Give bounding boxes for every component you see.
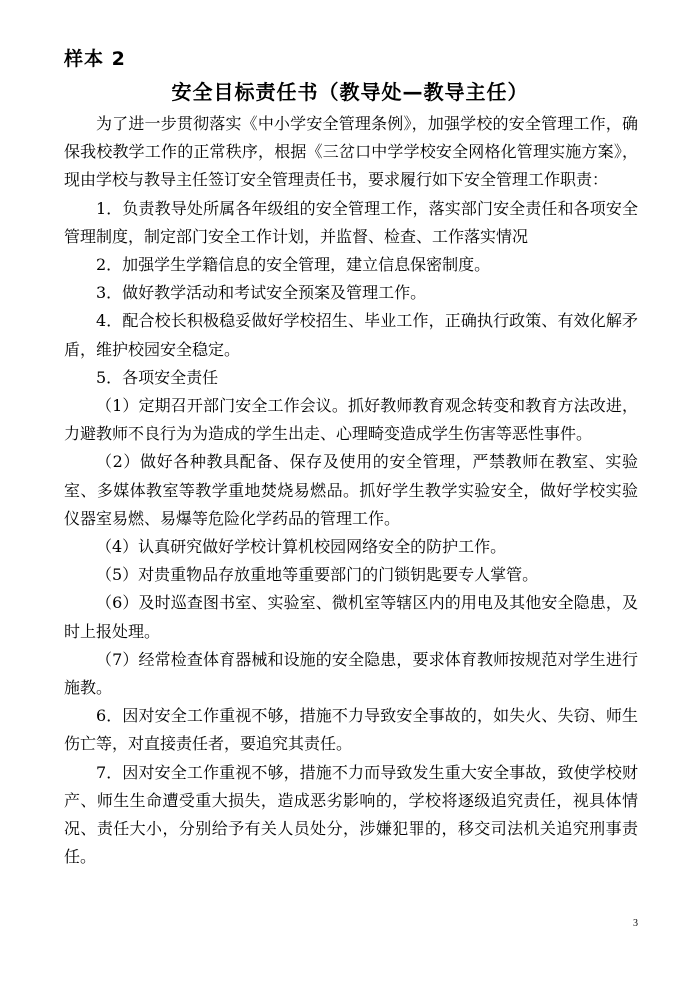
clause-5-item-4: （4）认真研究做好学校计算机校园网络安全的防护工作。 — [96, 537, 507, 557]
clause-4: 4．配合校长积极稳妥做好学校招生、毕业工作，正确执行政策、有效化解矛盾，维护校园安全稳定。 — [64, 311, 638, 359]
clause-6: 6．因对安全工作重视不够，措施不力导致安全事故的，如失火、失窃、师生伤亡等，对直接责任者，要追究其责任。 — [64, 706, 638, 754]
clause-5-item-6: （6）及时巡查图书室、实验室、微机室等辖区内的用电及其他安全隐患，及时上报处理。 — [64, 593, 638, 641]
clause-3: 3．做好教学活动和考试安全预案及管理工作。 — [96, 283, 427, 303]
clause-5-item-7: （7）经常检查体育器械和设施的安全隐患，要求体育教师按规范对学生进行施教。 — [64, 649, 638, 698]
clause-5-heading: 5．各项安全责任 — [96, 367, 219, 387]
clause-5-item-5: （5）对贵重物品存放重地等重要部门的门锁钥匙要专人掌管。 — [96, 565, 539, 585]
document-body — [64, 110, 638, 871]
clause-2: 2．加强学生学籍信息的安全管理，建立信息保密制度。 — [96, 255, 491, 275]
clause-5-item-1: （1）定期召开部门安全工作会议。抓好教师教育观念转变和教育方法改进，力避教师不良行为为造成的学生出走、心理畸变造成学生伤害等恶性事件。 — [64, 396, 638, 444]
clause-1: 1．负责教导处所属各年级组的安全管理工作，落实部门安全责任和各项安全管理制度，制定部门安全工作计划，并监督、检查、工作落实情况 — [64, 198, 638, 246]
document-title: 安全目标责任书（教导处—教导主任） — [171, 80, 529, 104]
clause-7: 7．因对安全工作重视不够，措施不力而导致发生重大安全事故，致使学校财产、师生生命遭受重大损失，造成恶劣影响的，学校将逐级追究责任，视具体情况、责任大小，分别给予有关人员处分，涉嫌犯罪的，移交司法机关追究刑事责任。 — [64, 762, 638, 867]
clause-5-item-2: （2）做好各种教具配备、保存及使用的安全管理，严禁教师在教室、实验室、多媒体教室等教学重地焚烧易燃品。抓好学生教学实验安全，做好学校实验仪器室易燃、易爆等危险化学药品的管理工作。 — [64, 452, 638, 528]
sample-label: 样本 2 — [64, 48, 126, 70]
intro-paragraph: 为了进一步贯彻落实《中小学安全管理条例》，加强学校的安全管理工作，确保我校教学工作的正常秩序，根据《三岔口中学学校安全网格化管理实施方案》，现由学校与教导主任签订安全管理责任书，要求履行如下安全管理工作职责： — [64, 114, 638, 190]
page-number: 3 — [633, 918, 638, 929]
